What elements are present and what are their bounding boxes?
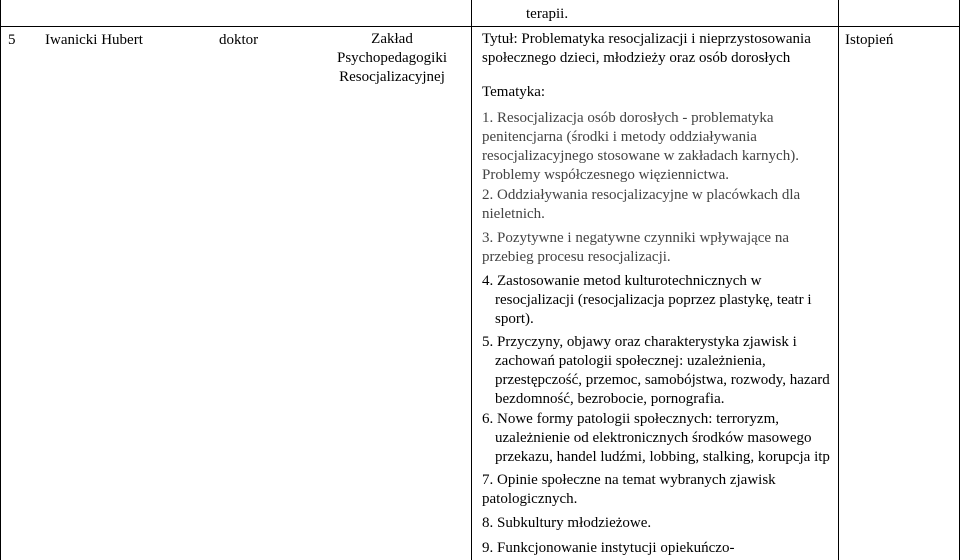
topic-line: przekazu, handel ludźmi, lobbing, stalking, korupcja itp	[495, 449, 830, 465]
table-border-left	[0, 0, 1, 560]
title-line: Tytuł: Problematyka resocjalizacji i nieprzystosowania	[482, 31, 811, 47]
supervisor-name: Iwanicki Hubert	[45, 32, 143, 48]
department-line: Resocjalizacyjnej	[339, 69, 445, 85]
topic-item	[482, 539, 734, 558]
topic-item	[482, 186, 800, 224]
topic-item	[482, 410, 830, 467]
topic-line: 8. Subkultury młodzieżowe.	[482, 515, 652, 531]
academic-degree: doktor	[219, 32, 259, 48]
topic-line: przebieg procesu resocjalizacji.	[482, 249, 671, 265]
topic-line: patologicznych.	[482, 491, 578, 507]
topic-line: 4. Zastosowanie metod kulturotechnicznych w	[482, 273, 762, 289]
topic-item	[482, 514, 651, 533]
topic-line: 7. Opinie społeczne na temat wybranych zjawisk	[482, 472, 776, 488]
topic-item	[482, 229, 789, 267]
column-divider	[838, 0, 839, 560]
previous-topic-tail: terapii.	[526, 6, 569, 22]
topic-line: 5. Przyczyny, objawy oraz charakterystyka zjawisk i	[482, 334, 797, 350]
department-name	[316, 30, 468, 87]
topic-item	[482, 109, 799, 185]
topic-line: sport).	[495, 311, 534, 327]
row-number: 5	[8, 32, 16, 48]
topic-line: zachowań patologii społecznej: uzależnienia,	[495, 353, 766, 369]
topic-item	[482, 333, 830, 409]
topic-line: resocjalizacji (resocjalizacja poprzez plastykę, teatr i	[495, 292, 812, 308]
topic-item	[482, 272, 812, 329]
topic-line: 9. Funkcjonowanie instytucji opiekuńczo-	[482, 540, 735, 556]
topic-line: resocjalizacyjnego stosowane w zakładach karnych).	[482, 148, 799, 164]
topic-line: 1. Resocjalizacja osób dorosłych - problematyka	[482, 110, 774, 126]
topics-label: Tematyka:	[482, 84, 546, 100]
seminar-title	[482, 30, 811, 68]
topic-line: 3. Pozytywne i negatywne czynniki wpływające na	[482, 230, 789, 246]
topic-line: nieletnich.	[482, 206, 545, 222]
column-divider	[471, 0, 472, 560]
row-divider	[0, 26, 960, 27]
title-line: społecznego dzieci, młodzieży oraz osób dorosłych	[482, 50, 791, 66]
topic-line: bezdomność, bezrobocie, pornografia.	[495, 391, 725, 407]
topic-line: penitencjarna (środki i metody oddziaływania	[482, 129, 757, 145]
study-level: Istopień	[845, 32, 894, 48]
topic-line: 6. Nowe formy patologii społecznych: terroryzm,	[482, 411, 779, 427]
topic-line: uzależnienie od elektronicznych środków masowego	[495, 430, 812, 446]
topic-line: 2. Oddziaływania resocjalizacyjne w placówkach dla	[482, 187, 801, 203]
topic-line: przestępczość, przemoc, samobójstwa, rozwody, hazard	[495, 372, 830, 388]
topic-item	[482, 471, 776, 509]
department-line: Zakład	[371, 31, 413, 47]
department-line: Psychopedagogiki	[337, 50, 447, 66]
topic-line: Problemy współczesnego więziennictwa.	[482, 167, 730, 183]
